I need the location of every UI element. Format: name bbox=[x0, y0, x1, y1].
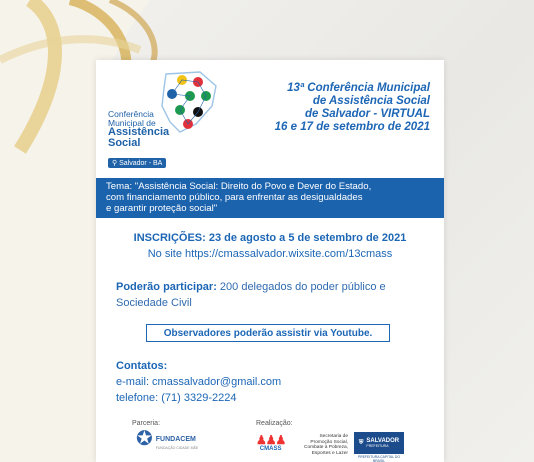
salvador-logo bbox=[354, 432, 404, 454]
title-line-2: de Assistência Social bbox=[312, 95, 430, 107]
theme-line-1: Tema: "Assistência Social: Direito do Povo e Dever do Estado, bbox=[106, 181, 372, 192]
logo-line-3: Assistência bbox=[108, 126, 170, 138]
title-line-3: de Salvador - VIRTUAL bbox=[304, 108, 430, 120]
theme-line-3: e garantir proteção social" bbox=[106, 203, 218, 214]
event-title bbox=[275, 82, 430, 134]
participants-label: Poderão participar: bbox=[116, 281, 217, 293]
fundacem-logo bbox=[136, 428, 198, 450]
contacts-heading: Contatos: bbox=[116, 360, 168, 372]
cmass-logo bbox=[256, 434, 285, 452]
partnership-label: Parceria: bbox=[132, 420, 161, 427]
fundacem-name: FUNDACEM bbox=[155, 436, 196, 443]
contact-phone: telefone: (71) 3329-2224 bbox=[116, 392, 237, 404]
logo-line-2: Municipal de bbox=[108, 117, 156, 128]
location-badge bbox=[108, 158, 166, 168]
sponsors-footer bbox=[96, 418, 444, 462]
theme-banner bbox=[96, 178, 444, 218]
realization-label: Realização: bbox=[256, 420, 293, 427]
event-poster bbox=[96, 60, 444, 462]
star-icon: ✪ bbox=[136, 428, 153, 450]
cmass-name: CMASS bbox=[259, 446, 282, 452]
fundacem-subtitle: FUNDAÇÃO CIDADE MÃE bbox=[155, 446, 199, 450]
salvador-shield-icon: ⛨ bbox=[358, 439, 364, 446]
registration-dates: INSCRIÇÕES: 23 de agosto a 5 de setembro de 2021 bbox=[133, 232, 407, 244]
location-badge-text: Salvador - BA bbox=[119, 159, 163, 167]
conference-logo-text bbox=[108, 110, 169, 149]
logo-line-4: Social bbox=[108, 137, 141, 149]
people-icon: ♟♟♟ bbox=[256, 433, 286, 447]
participants-text: 200 delegados do poder público e Sociedade Civil bbox=[116, 281, 386, 309]
theme-line-2: com financiamento público, para enfrentar as desigualdades bbox=[106, 192, 363, 203]
secretaria-logo-text: Secretaria de Promoção Social, Combate à Pobreza, Esportes e Lazer bbox=[304, 434, 348, 456]
contacts-block bbox=[116, 358, 281, 406]
observers-box: Observadores poderão assistir via Youtube. bbox=[146, 324, 390, 342]
title-line-4: 16 e 17 de setembro de 2021 bbox=[274, 121, 430, 133]
title-line-1: 13ª Conferência Municipal bbox=[287, 82, 430, 94]
salvador-subtitle: PREFEITURA bbox=[366, 444, 389, 448]
location-pin-icon: ⚲ bbox=[112, 160, 118, 167]
salvador-name: SALVADOR bbox=[366, 438, 400, 444]
logo-line-1: Conferência bbox=[108, 109, 154, 119]
contact-email: e-mail: cmassalvador@gmail.com bbox=[116, 376, 282, 388]
participants-info bbox=[116, 279, 432, 311]
salvador-tagline: PREFEITURA CAPITAL DO BRASIL bbox=[357, 455, 400, 462]
registration-site: No site https://cmassalvador.wixsite.com/13cmass bbox=[147, 248, 393, 260]
